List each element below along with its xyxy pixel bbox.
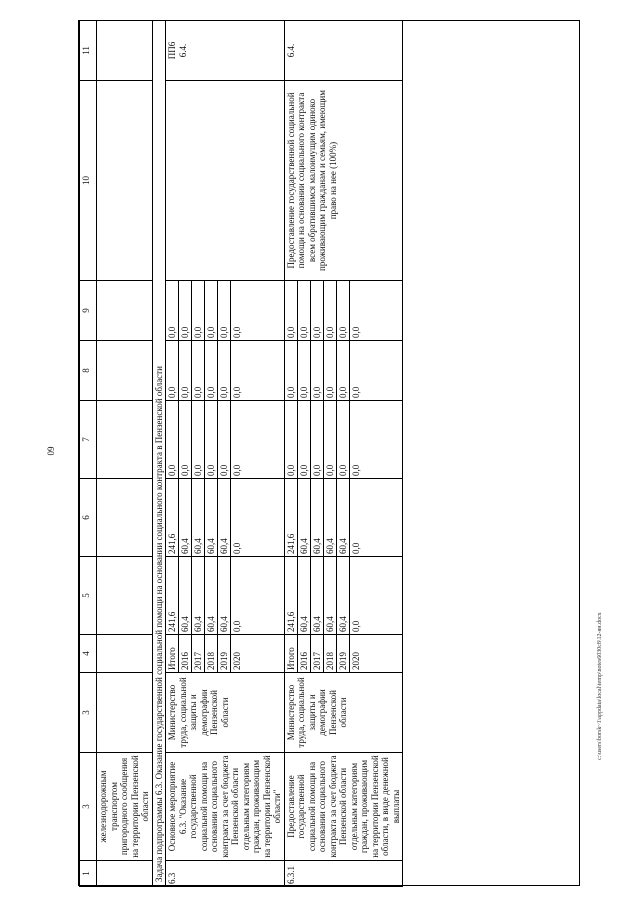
- cell-executor: Министерство труда, социальной защиты и демографии Пензенской области: [166, 673, 285, 753]
- cell-c6: [284, 479, 403, 557]
- sub-cell: 0,0: [166, 401, 179, 478]
- sub-table: [166, 479, 243, 556]
- sub-cell: 60,4: [297, 557, 310, 634]
- sub-cell: 0,0: [232, 464, 242, 476]
- sub-cell: 241,6: [166, 557, 179, 634]
- sub-cell: 0,0: [350, 542, 361, 554]
- header-cell: 10: [80, 81, 97, 281]
- sub-cell: 60,4: [323, 557, 336, 634]
- sub-cell: 2020: [350, 652, 361, 670]
- cell-num: 6.3.1: [284, 861, 403, 887]
- sub-cell: 0,0: [232, 326, 242, 338]
- cell-c9: [284, 281, 403, 341]
- sub-cell: 0,0: [166, 341, 179, 400]
- sub-cell: 0,0: [218, 281, 231, 340]
- sub-cell: 60,4: [310, 479, 323, 556]
- sub-cell: 60,4: [297, 479, 310, 556]
- cell-empty: [97, 557, 153, 635]
- sub-cell: 241,6: [166, 479, 179, 556]
- rotated-table-container: [79, 21, 581, 887]
- sub-table: [166, 635, 243, 672]
- sub-cell: 0,0: [323, 401, 336, 478]
- sub-cell: 0,0: [350, 386, 361, 398]
- cell-result: [166, 81, 285, 281]
- header-cell: 11: [80, 21, 97, 81]
- sub-cell: 0,0: [192, 281, 205, 340]
- sub-cell: 0,0: [336, 281, 349, 340]
- header-cell: 8: [80, 341, 97, 401]
- sub-cell: 0,0: [232, 386, 242, 398]
- task-row: [152, 21, 166, 887]
- sub-table: [285, 557, 362, 634]
- sub-cell: 0,0: [336, 401, 349, 478]
- header-cell: 9: [80, 281, 97, 341]
- sub-table: [166, 281, 243, 340]
- sub-cell: 0,0: [232, 542, 242, 554]
- header-cell: 3: [80, 753, 97, 861]
- sub-cell: 2019: [218, 635, 231, 672]
- cell-empty: [97, 81, 153, 281]
- header-cell: 7: [80, 401, 97, 479]
- sub-table: [166, 341, 243, 400]
- table-row: [284, 21, 403, 887]
- sub-cell: 2020: [232, 652, 242, 670]
- cell-c8: [284, 341, 403, 401]
- header-cell: 1: [80, 861, 97, 887]
- sub-table: [166, 401, 243, 478]
- cell-result: Предоставление государственной социальной помощи на основании социального контракта всем обратившимся малоимущим одиноко проживающим гражданам и семьям, имеющим право на нее (100%): [284, 81, 403, 281]
- sub-cell: 2016: [179, 635, 192, 672]
- sub-cell: 0,0: [192, 341, 205, 400]
- sub-cell: 0,0: [205, 341, 218, 400]
- cell-reference: ПП6 6.4.: [166, 21, 285, 81]
- table-row: [166, 21, 285, 887]
- cell-c6: [166, 479, 285, 557]
- sub-cell: 2018: [323, 635, 336, 672]
- sub-table: [285, 401, 362, 478]
- sub-cell: 60,4: [192, 479, 205, 556]
- sub-cell: 0,0: [232, 620, 242, 632]
- sub-table: [285, 479, 362, 556]
- sub-cell: 60,4: [205, 479, 218, 556]
- sub-cell: 0,0: [285, 401, 298, 478]
- sub-cell: Итого: [166, 635, 179, 672]
- sub-cell: 0,0: [336, 341, 349, 400]
- cell-c7: [284, 401, 403, 479]
- table-row-continued: [97, 21, 153, 887]
- cell-empty: [97, 479, 153, 557]
- cell-executor: Министерство труда, социальной защиты и демографии Пензенской области: [284, 673, 403, 753]
- sub-cell: 60,4: [218, 557, 231, 634]
- sub-cell: 2019: [336, 635, 349, 672]
- sub-cell: 0,0: [350, 464, 361, 476]
- cell-years: [166, 635, 285, 673]
- header-cell: 6: [80, 479, 97, 557]
- sub-cell: 2016: [297, 635, 310, 672]
- cell-num: 6.3: [166, 861, 285, 887]
- sub-cell: 2017: [192, 635, 205, 672]
- sub-cell: 60,4: [336, 479, 349, 556]
- cell-c9: [166, 281, 285, 341]
- cell-years: [284, 635, 403, 673]
- sub-cell: 0,0: [179, 281, 192, 340]
- sub-cell: 0,0: [310, 341, 323, 400]
- sub-cell: 60,4: [336, 557, 349, 634]
- cell-description: железнодорожным транспортом пригородного сообщения на территории Пензенской области: [97, 753, 153, 861]
- sub-cell: 60,4: [179, 557, 192, 634]
- cell-c7: [166, 401, 285, 479]
- cell-c8: [166, 341, 285, 401]
- sub-cell: 2018: [205, 635, 218, 672]
- sub-cell: 60,4: [310, 557, 323, 634]
- sub-cell: 60,4: [218, 479, 231, 556]
- cell-description: Предоставление государственной социальной помощи на основании социального контракта за счет бюджета Пензенской области отдельным категориям граждан, проживающим на территории Пензенской области, в виде денежной выплаты: [284, 753, 403, 861]
- cell-description: Основное мероприятие 6.3. "Оказание государственной социальной помощи на основании социального контракта за счет бюджета Пензенской области отдельным категориям граждан, проживающим на территории Пензенской области": [166, 753, 285, 861]
- sub-cell: Итого: [285, 635, 298, 672]
- sub-cell: 0,0: [297, 341, 310, 400]
- sub-cell: 0,0: [179, 341, 192, 400]
- sub-cell: 0,0: [192, 401, 205, 478]
- cell-c5: [166, 557, 285, 635]
- sub-cell: 241,6: [285, 479, 298, 556]
- sub-cell: 0,0: [205, 281, 218, 340]
- cell-c5: [284, 557, 403, 635]
- cell-empty: [97, 673, 153, 753]
- sub-cell: 60,4: [323, 479, 336, 556]
- cell-empty: [97, 341, 153, 401]
- sub-cell: 241,6: [285, 557, 298, 634]
- sub-cell: 0,0: [285, 281, 298, 340]
- sub-cell: 0,0: [179, 401, 192, 478]
- sub-cell: 60,4: [205, 557, 218, 634]
- task-title: Задача подпрограммы 6.3. Оказание государственной социальной помощи на основании социального контракта в Пензенской области: [152, 21, 166, 887]
- sub-table: [285, 281, 362, 340]
- sub-cell: 60,4: [192, 557, 205, 634]
- header-cell: 3: [80, 673, 97, 753]
- cell-num: [97, 861, 153, 887]
- sub-cell: 0,0: [310, 401, 323, 478]
- footer-path: c:\users\borsk~1\appdata\local\temp\notes6030c8\12-ян.docx: [597, 612, 603, 760]
- sub-cell: 60,4: [179, 479, 192, 556]
- sub-cell: 0,0: [323, 341, 336, 400]
- sub-cell: 0,0: [350, 620, 361, 632]
- page-number: 60: [45, 446, 56, 456]
- sub-table: [285, 341, 362, 400]
- sub-table: [285, 635, 362, 672]
- sub-cell: 0,0: [297, 281, 310, 340]
- sub-cell: 0,0: [285, 341, 298, 400]
- sub-cell: 0,0: [310, 281, 323, 340]
- cell-reference: 6.4.: [284, 21, 403, 81]
- sub-cell: 0,0: [297, 401, 310, 478]
- sub-cell: 0,0: [166, 281, 179, 340]
- sub-cell: 0,0: [323, 281, 336, 340]
- document-sheet: [78, 20, 580, 886]
- header-cell: 4: [80, 635, 97, 673]
- cell-empty: [97, 635, 153, 673]
- sub-table: [166, 557, 243, 634]
- header-row: [80, 21, 97, 887]
- sub-cell: 0,0: [218, 401, 231, 478]
- sub-cell: 0,0: [218, 341, 231, 400]
- header-cell: 5: [80, 557, 97, 635]
- cell-empty: [97, 21, 153, 81]
- sub-cell: 2017: [310, 635, 323, 672]
- cell-empty: [97, 401, 153, 479]
- cell-empty: [97, 281, 153, 341]
- sub-cell: 0,0: [205, 401, 218, 478]
- program-table: [79, 20, 403, 887]
- sub-cell: 0,0: [350, 326, 361, 338]
